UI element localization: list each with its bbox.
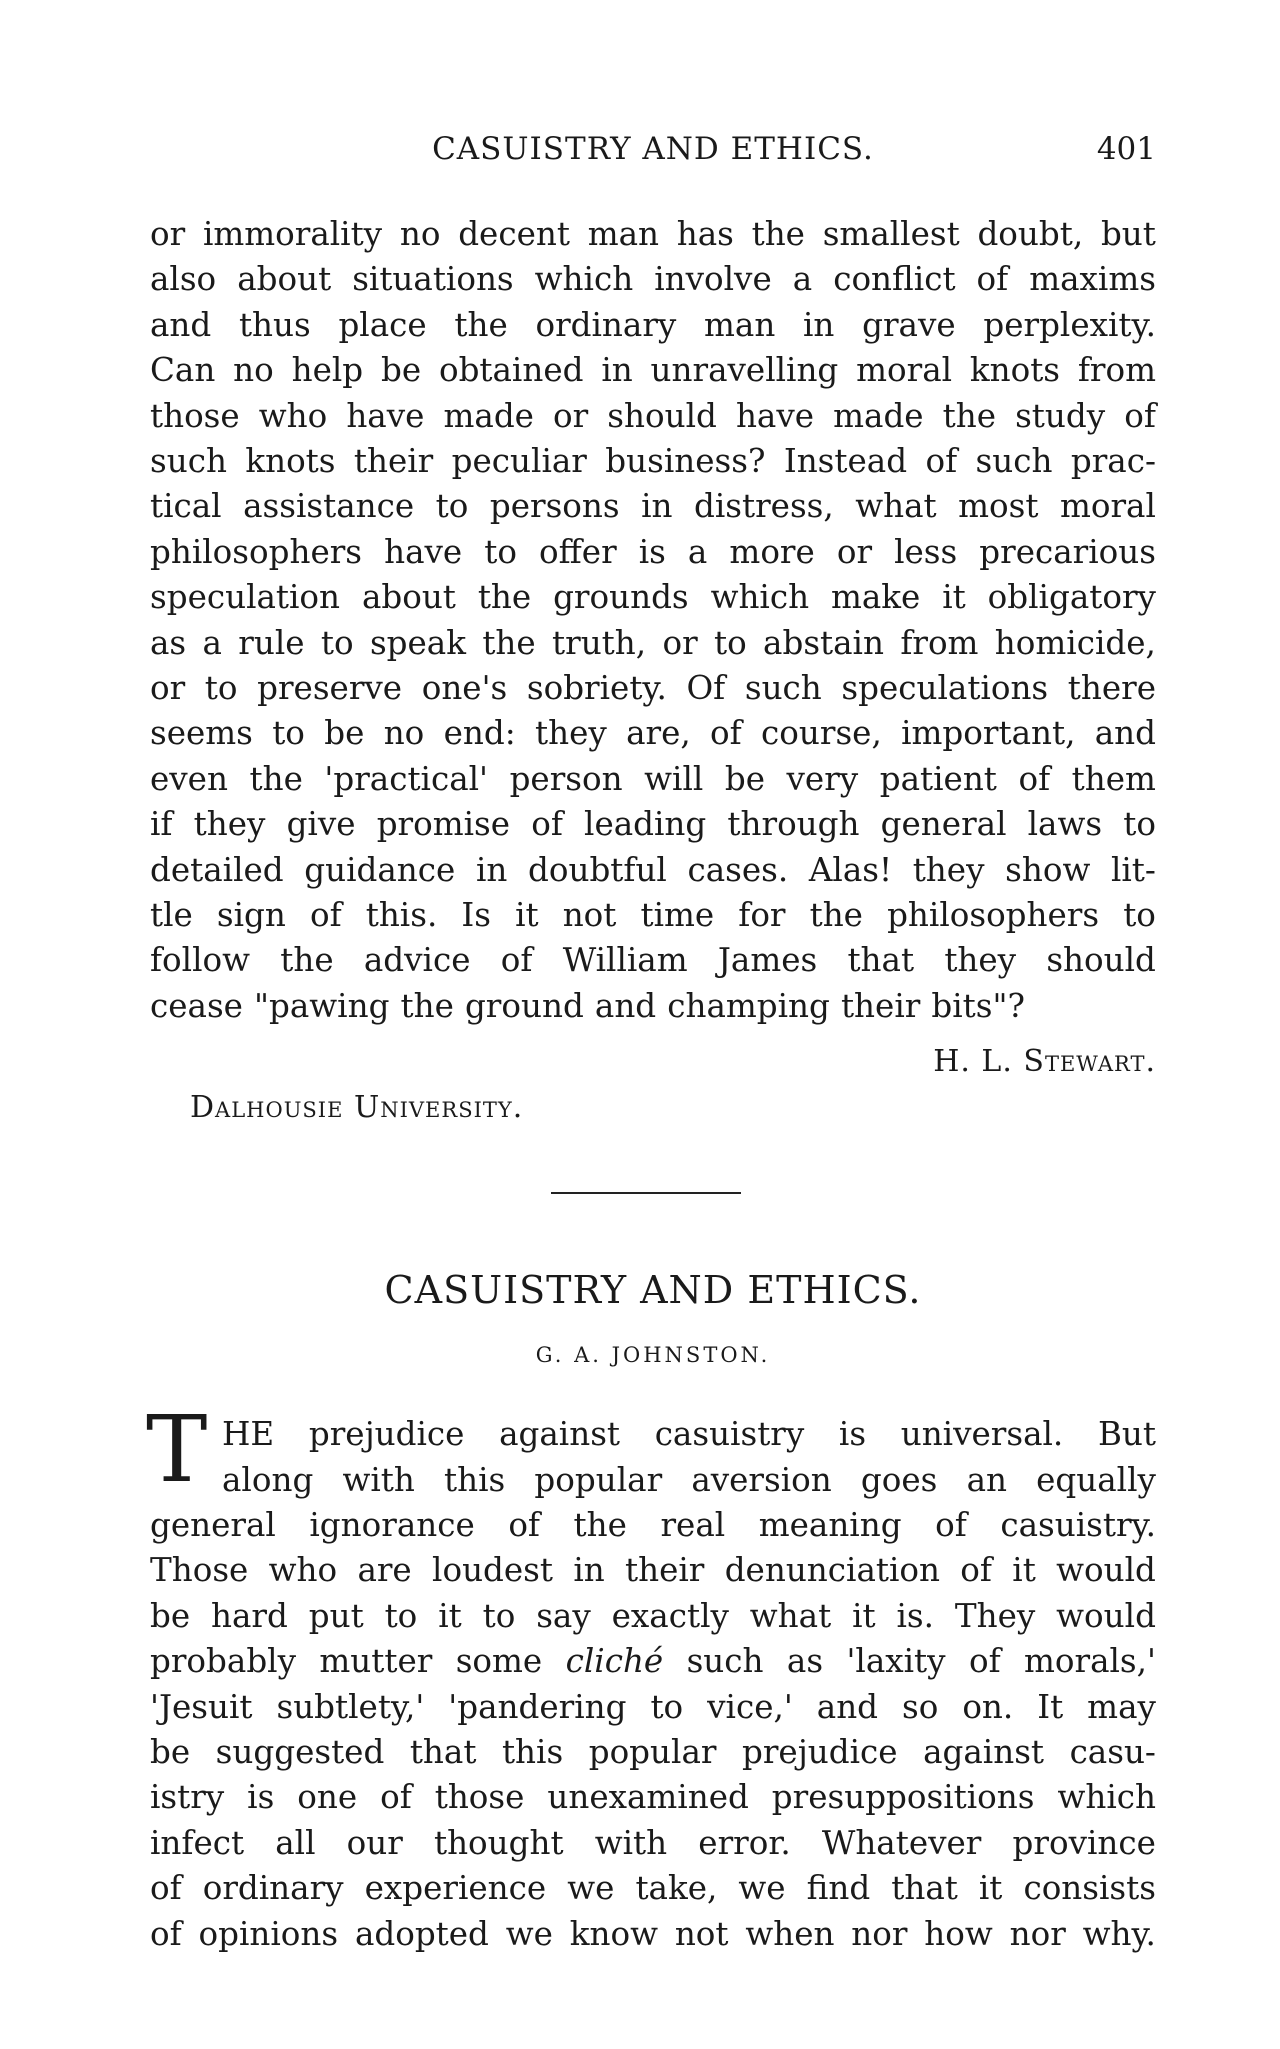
italic-word: cliché (565, 1642, 664, 1681)
article-second-line: along with this popular aversion goes an equally (222, 1461, 1156, 1499)
text-line: infect all our thought with error. Whatever province (150, 1823, 1156, 1862)
running-head (150, 126, 1156, 172)
article-title: CASUISTRY AND ETHICS. (384, 1268, 922, 1312)
text-line-with-italic: probably mutter some cliché such as 'laxity of morals,' (150, 1639, 1156, 1683)
text-line: those who have made or should have made the study of (150, 396, 1156, 435)
text-line: as a rule to speak the truth, or to abstain from homicide, (150, 623, 1156, 662)
text-line: cease "pawing the ground and champing their bits"? (150, 986, 1025, 1025)
text-line: Those who are loudest in their denunciation of it would (150, 1551, 1156, 1590)
text-line: speculation about the grounds which make it obligatory (150, 578, 1156, 617)
text-line: even the 'practical' person will be very patient of them (150, 759, 1156, 798)
text-line: also about situations which involve a conflict of maxims (150, 260, 1156, 299)
text-line: philosophers have to offer is a more or less precarious (150, 532, 1156, 571)
text-line: seems to be no end: they are, of course, important, and (150, 714, 1156, 753)
text-line: such knots their peculiar business? Instead of such prac- (150, 442, 1156, 480)
text-line: of opinions adopted we know not when nor how nor why. (150, 1914, 1156, 1953)
text-line: tle sign of this. Is it not time for the philosophers to (150, 896, 1156, 934)
text-line: or immorality no decent man has the smallest doubt, but (150, 215, 1156, 253)
text-line: istry is one of those unexamined presuppositions which (150, 1778, 1156, 1817)
running-title: CASUISTRY AND ETHICS. (432, 131, 874, 167)
text-line: follow the advice of William James that they should (150, 941, 1156, 980)
drop-cap: T (146, 1396, 208, 1503)
text-line: Can no help be obtained in unravelling moral knots from (150, 351, 1156, 390)
text-line: of ordinary experience we take, we find that it consists (150, 1869, 1156, 1908)
text-line: if they give promise of leading through general laws to (150, 805, 1156, 844)
text-line: 'Jesuit subtlety,' 'pandering to vice,' and so on. It may (150, 1687, 1156, 1726)
text-line: general ignorance of the real meaning of casuistry. (150, 1506, 1156, 1544)
author-affiliation: Dalhousie University. (190, 1090, 524, 1125)
author-signature: H. L. Stewart. (933, 1044, 1156, 1079)
text-line: be hard put to it to say exactly what it is. They would (150, 1596, 1156, 1635)
text-line: detailed guidance in doubtful cases. Alas! they show lit- (150, 850, 1156, 889)
article-first-line: HE prejudice against casuistry is universal. But (222, 1415, 1156, 1453)
page-number: 401 (1096, 131, 1156, 167)
text-line: or to preserve one's sobriety. Of such speculations there (150, 669, 1156, 707)
text-line: tical assistance to persons in distress, what most moral (150, 487, 1156, 526)
text-line: and thus place the ordinary man in grave perplexity. (150, 305, 1156, 344)
text-line: be suggested that this popular prejudice against casu- (150, 1733, 1156, 1771)
section-divider-rule (551, 1192, 741, 1194)
article-author: G. A. JOHNSTON. (535, 1343, 771, 1367)
